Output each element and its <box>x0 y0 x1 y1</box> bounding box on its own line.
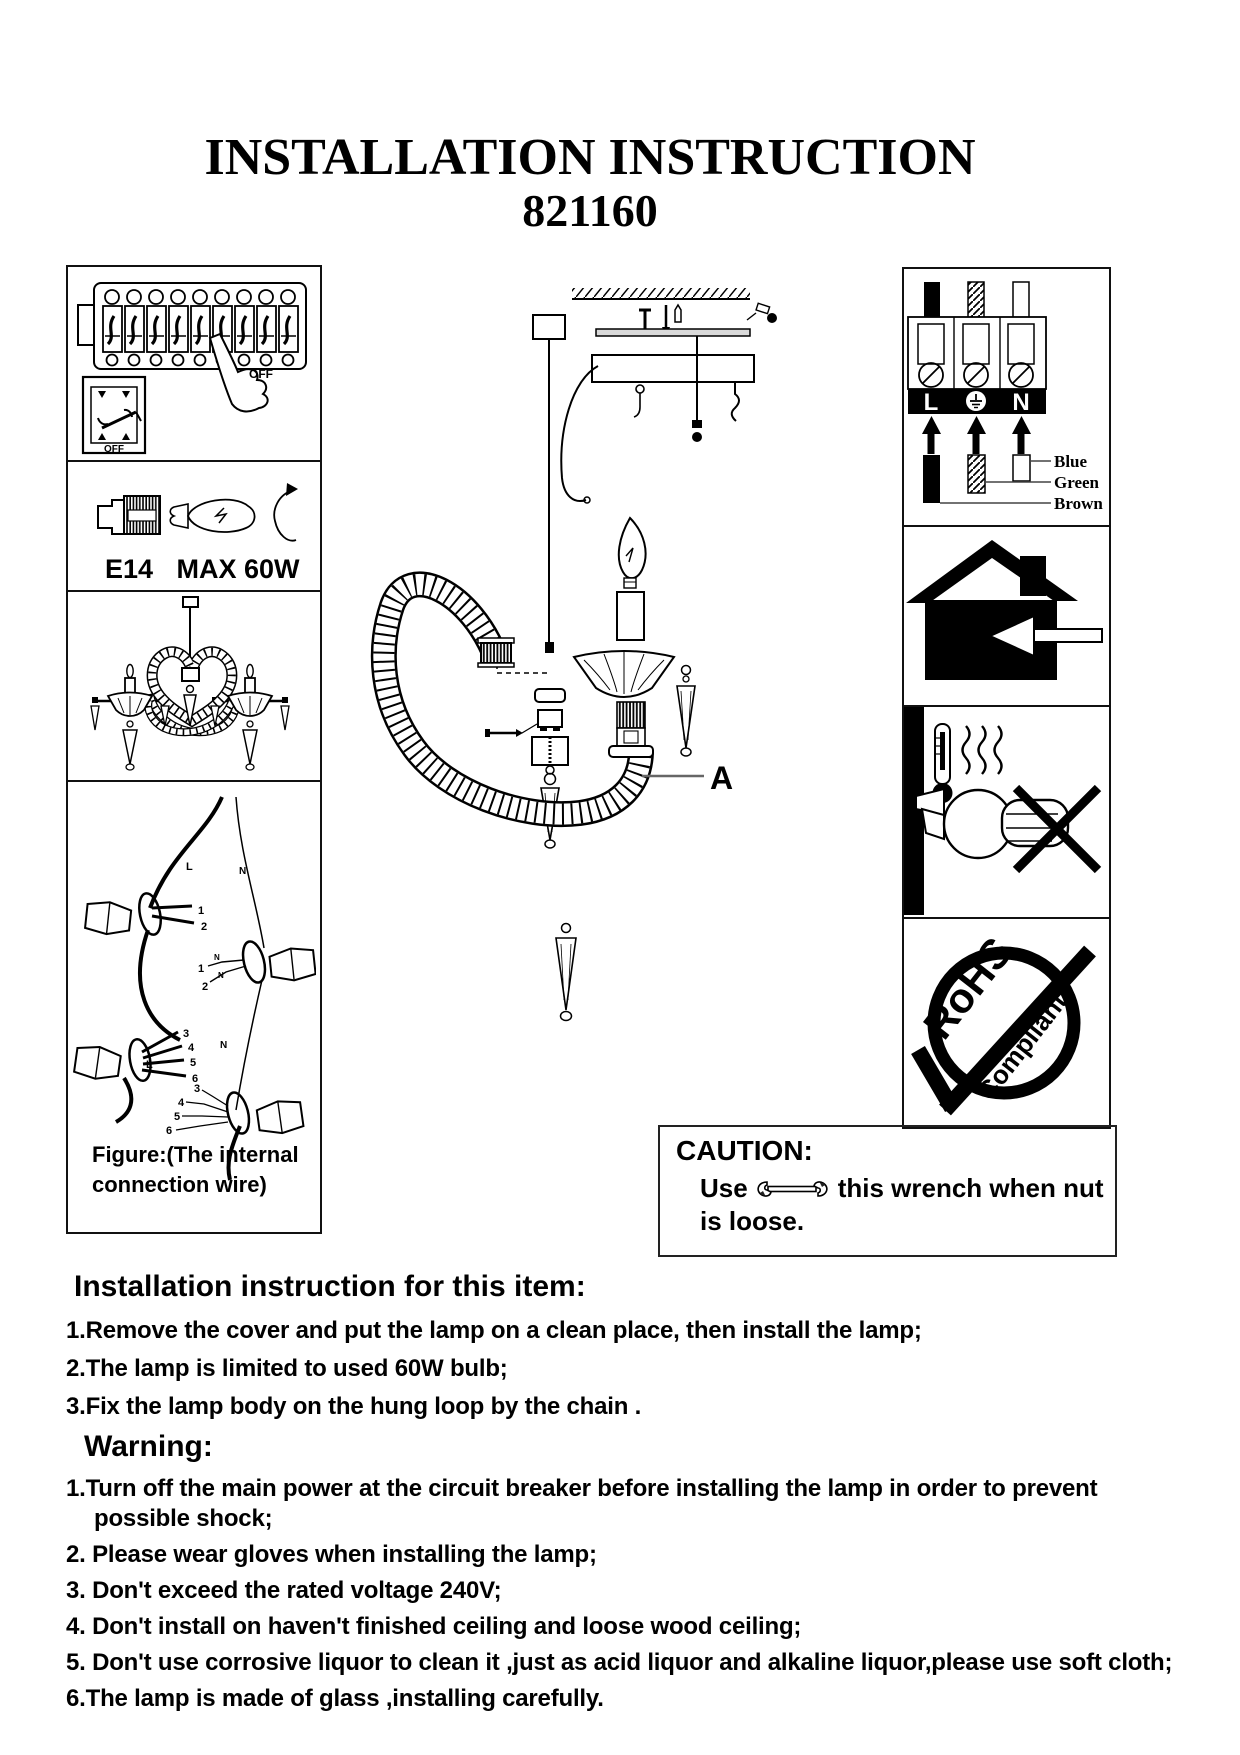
candle-stack <box>574 518 674 757</box>
wire-label: 1 <box>198 905 205 917</box>
page-title: INSTALLATION INSTRUCTION <box>204 129 976 186</box>
wire-color-green: Green <box>1054 473 1100 492</box>
wire-label: 4 <box>188 1042 195 1054</box>
wire-color-blue: Blue <box>1054 452 1088 471</box>
warning-item: 6.The lamp is made of glass ,installing carefully. <box>66 1685 604 1712</box>
warning-item: 2. Please wear gloves when installing the lamp; <box>66 1541 597 1568</box>
warning-list <box>66 1474 1196 1720</box>
instructions-heading: Installation instruction for this item: <box>74 1270 586 1303</box>
model-number: 821160 <box>522 185 658 236</box>
up-arrows <box>922 416 1031 454</box>
assembly-diagram <box>330 250 900 1060</box>
right-panel-column <box>902 267 1111 1129</box>
wire-label: N <box>218 971 224 980</box>
glass-arm <box>384 584 641 814</box>
wire-label: N <box>239 866 247 877</box>
panel-hot-surface <box>904 705 1109 917</box>
rohs-compliant-word: Compliant <box>971 987 1073 1106</box>
part-a-label: A <box>710 760 734 796</box>
switch-off-label: OFF <box>104 444 124 455</box>
wire-label: 5 <box>190 1057 197 1069</box>
wire-label: 2 <box>202 981 209 993</box>
panel-indoor-use <box>904 525 1109 705</box>
panel-internal-wiring <box>68 780 320 1228</box>
wire-label: L <box>186 861 193 873</box>
rohs-logo <box>904 919 1105 1123</box>
indoor-use-icon <box>904 527 1105 703</box>
caution-box <box>658 1125 1117 1257</box>
figure-caption-line2: connection wire) <box>92 1172 267 1197</box>
instructions-list <box>66 1316 1196 1430</box>
left-panel-column <box>66 265 322 1234</box>
ceiling-mount-diagram <box>561 288 777 503</box>
instruction-item: 2.The lamp is limited to used 60W bulb; <box>66 1355 508 1382</box>
wire-label: 5 <box>174 1111 181 1123</box>
left-candle <box>108 665 152 717</box>
caution-heading: CAUTION: <box>676 1135 813 1166</box>
caution-text: this wrench when nut <box>837 1173 1104 1203</box>
warning-item: 4. Don't install on haven't finished ceiling and loose wood ceiling; <box>66 1613 802 1640</box>
warning-item: 3. Don't exceed the rated voltage 240V; <box>66 1577 502 1604</box>
internal-wiring-diagram <box>68 782 316 1228</box>
terminal-n-label: N <box>1012 389 1030 416</box>
wall-switch-icon <box>83 377 145 453</box>
bulb-spec-diagram <box>68 462 316 590</box>
wire-label: 1 <box>198 963 205 975</box>
wire-label: 2 <box>201 921 208 933</box>
rohs-word: RoHS <box>914 928 1022 1048</box>
no-touch-bulb-icon <box>916 788 1098 870</box>
rotate-arrow-icon <box>274 483 298 541</box>
caution-text-line2: is loose. <box>700 1206 805 1236</box>
breaker-row-icon <box>78 283 306 369</box>
panel-lamp-overview <box>68 590 320 780</box>
warning-item: 5. Don't use corrosive liquor to clean it ,just as acid liquor and alkaline liquor,please use soft cloth; <box>66 1649 1173 1676</box>
panel-circuit-breaker <box>68 267 320 460</box>
panel-terminal-block <box>904 269 1109 525</box>
breaker-off-label: OFF <box>249 367 273 381</box>
terminal-wiring-diagram <box>904 269 1105 525</box>
panel-rohs <box>904 917 1109 1125</box>
wrench-icon <box>754 1178 832 1200</box>
warning-item: 1.Turn off the main power at the circuit breaker before installing the lamp in order to prevent possible shock; <box>66 1475 1098 1532</box>
panel-bulb-spec <box>68 460 320 590</box>
candle-bulb-icon <box>170 500 254 532</box>
figure-caption-line1: Figure:(The internal <box>92 1142 299 1167</box>
wire-label: 6 <box>192 1073 199 1085</box>
wire-label: N <box>220 1040 228 1051</box>
earth-symbol-icon <box>966 391 986 411</box>
wire-label: 4 <box>178 1097 185 1109</box>
wire-label: 6 <box>166 1125 173 1137</box>
heart-chandelier-icon <box>68 592 316 780</box>
max-wattage-label: MAX 60W <box>176 554 300 584</box>
wire-label: L <box>146 1059 153 1071</box>
heat-waves-icon <box>963 726 1002 774</box>
suspension-parts <box>485 315 568 848</box>
wire-label: N <box>214 953 220 962</box>
wire-color-brown: Brown <box>1054 494 1103 513</box>
instruction-item: 1.Remove the cover and put the lamp on a clean place, then install the lamp; <box>66 1317 922 1344</box>
hot-surface-icon <box>904 707 1105 915</box>
wire-label: 3 <box>194 1083 201 1095</box>
socket-type-label: E14 <box>104 554 154 584</box>
wire-label: 3 <box>183 1028 190 1040</box>
warning-heading: Warning: <box>84 1430 213 1463</box>
e14-socket-icon <box>98 496 160 534</box>
instruction-item: 3.Fix the lamp body on the hung loop by the chain . <box>66 1393 642 1420</box>
caution-use-word: Use <box>700 1173 748 1203</box>
terminal-l-label: L <box>923 389 939 416</box>
circuit-breaker-diagram <box>68 267 316 460</box>
